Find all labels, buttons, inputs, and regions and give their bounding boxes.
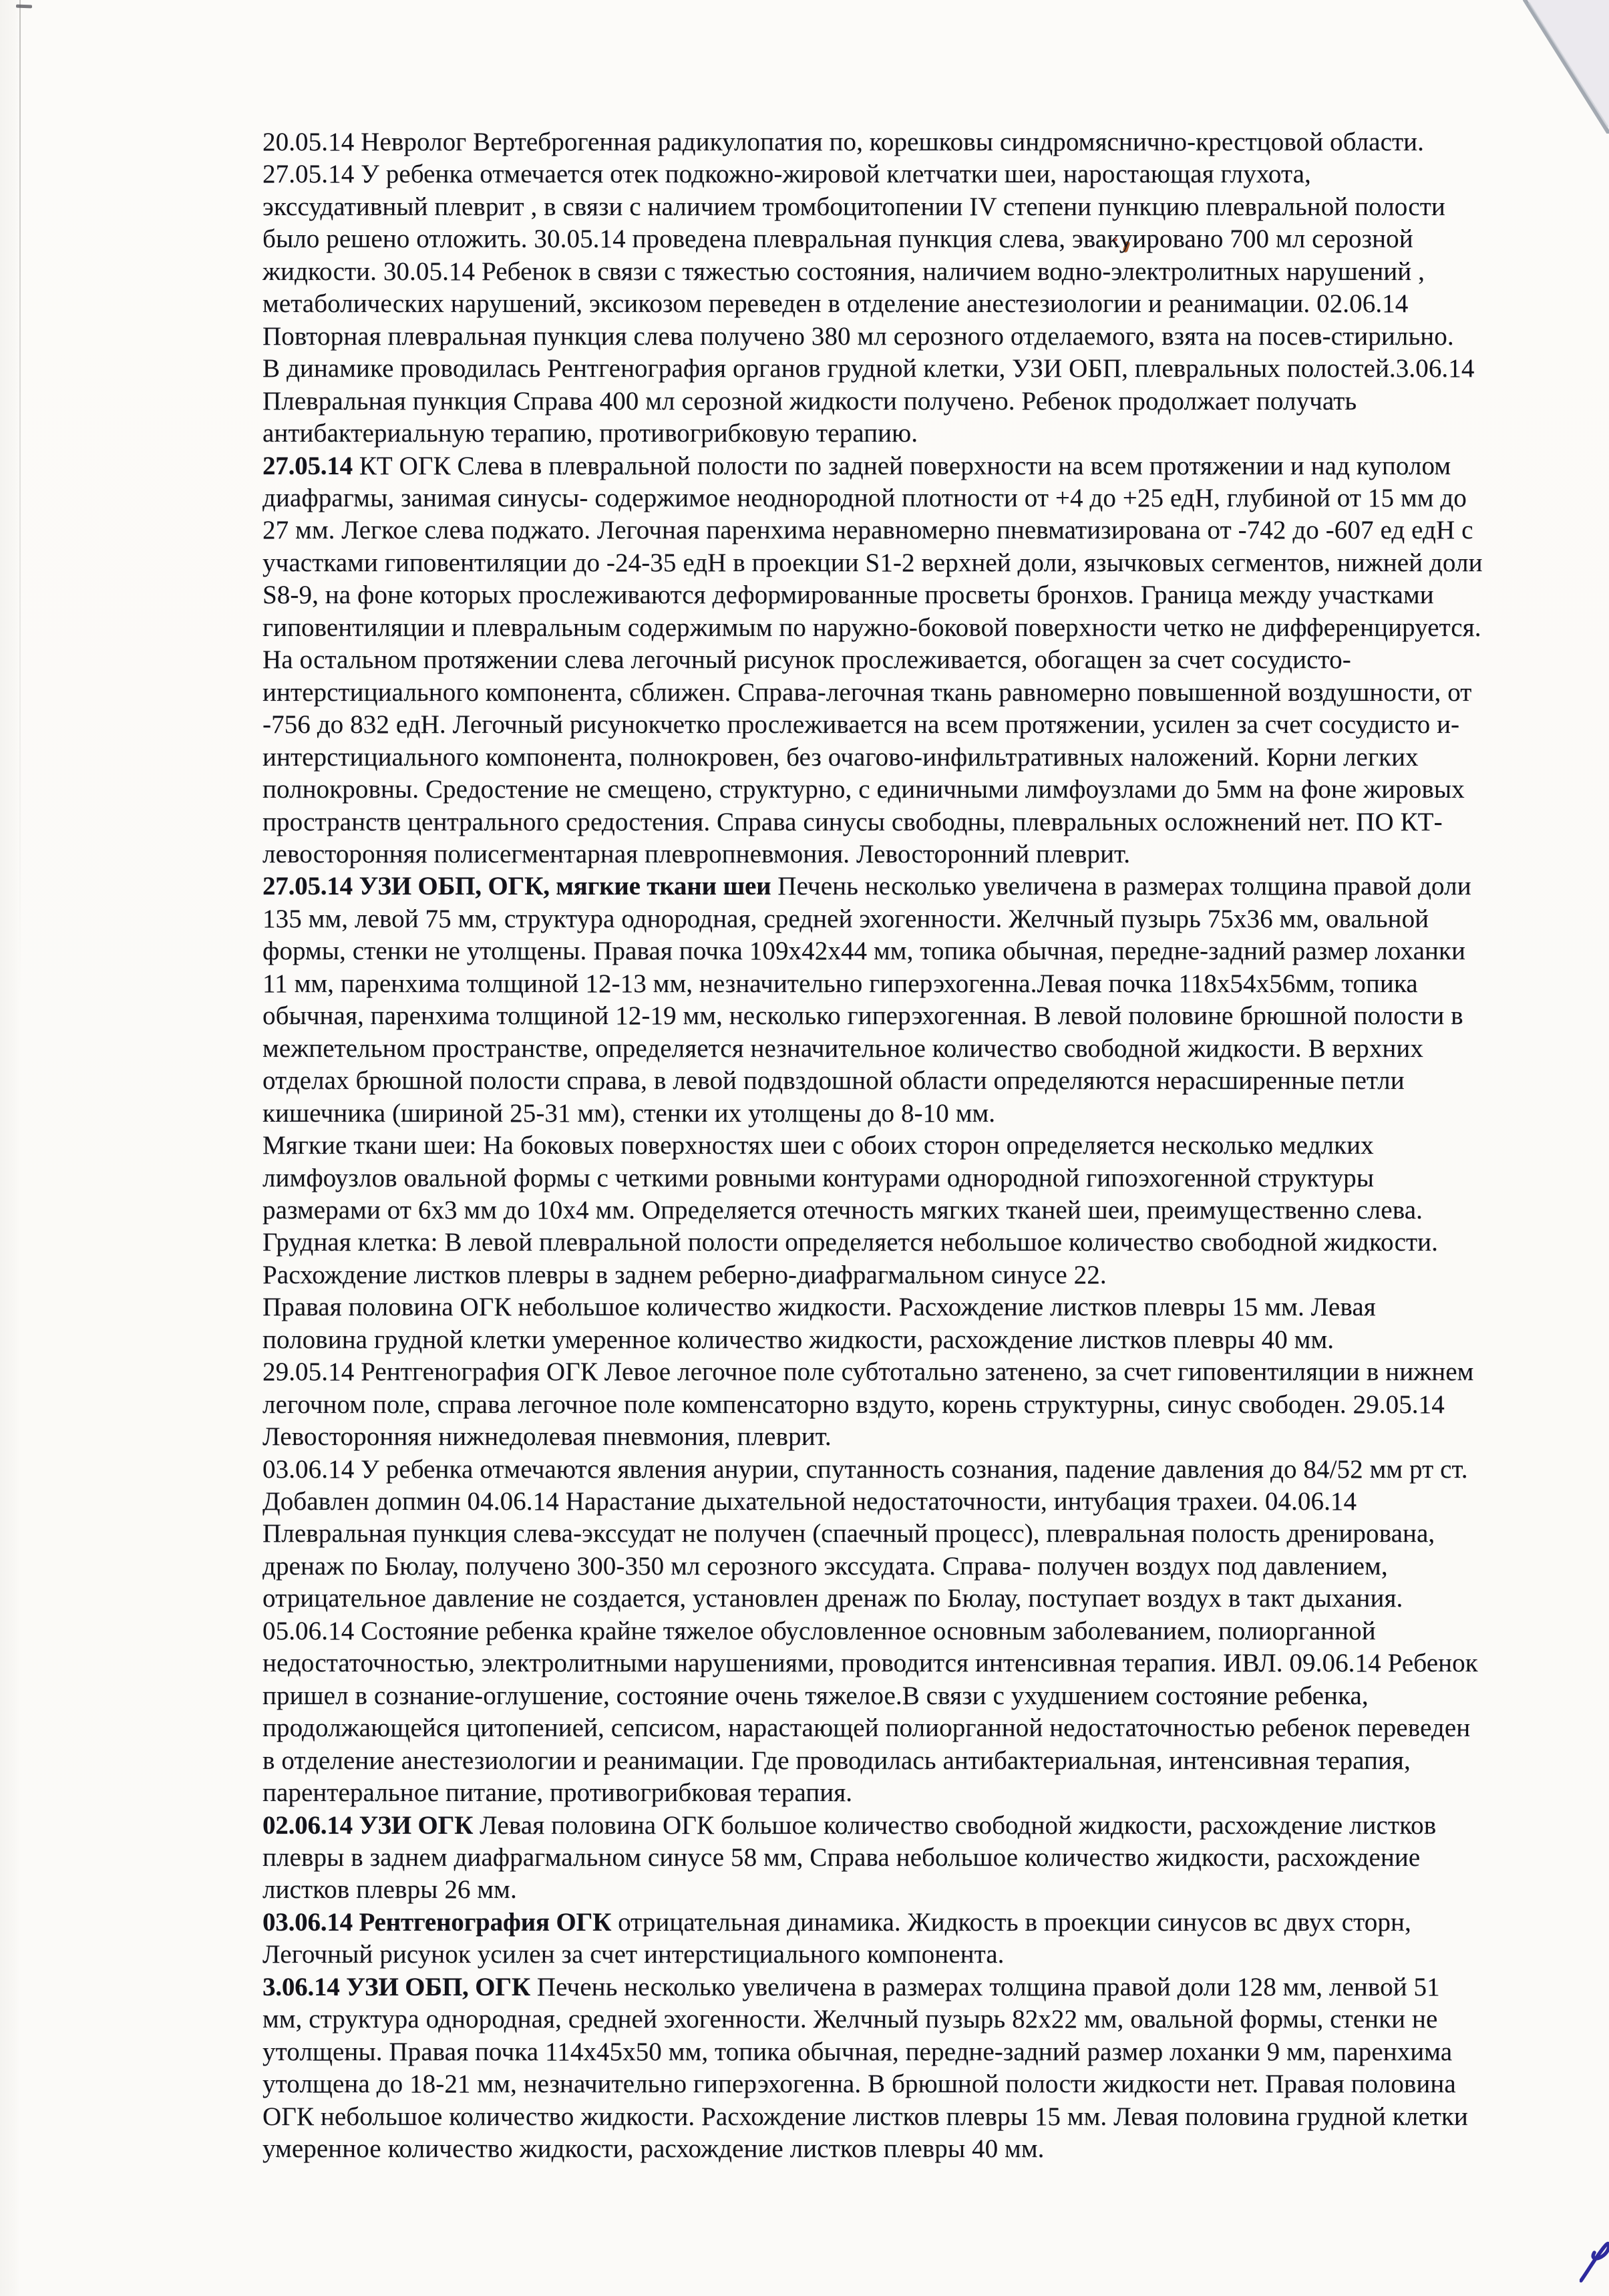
text-line: в отделение анестезиологии и реанимации. Где проводилась антибактериальная, интенсивная терапия, [262,1746,1411,1775]
text-line: жидкости. 30.05.14 Ребенок в связи с тяжестью состояния, наличием водно-электролитных нарушений , [262,257,1425,286]
document-text-block [262,126,1572,2166]
text-line: мм, структура однородная, средней эхогенности. Желчный пузырь 82x22 мм, овальной формы, стенки не [262,2005,1438,2034]
text-line: 03.06.14 У ребенка отмечаются явления анурии, спутанность сознания, падение давления до 84/52 мм рт ст. [262,1454,1468,1484]
text-line: 135 мм, левой 75 мм, структура однородная, средней эхогенности. Желчный пузырь 75x36 мм, овальной [262,904,1429,933]
text-line: -756 до 832 едН. Легочный рисунокчетко прослеживается на всем протяжении, усилен за счет сосудисто и- [262,710,1460,740]
text-line: В динамике проводилась Рентгенография органов грудной клетки, УЗИ ОБП, плевральных полостей.3.06.14 [262,354,1475,383]
text-line: участками гиповентиляции до -24-35 едН в проекции S1-2 верхней доли, язычковых сегментов, нижней доли [262,548,1483,577]
text-line: диафрагмы, занимая синусы- содержимое неоднородной плотности от +4 до +25 едН, глубиной от 15 мм до [262,483,1467,512]
text-line: 11 мм, паренхима толщиной 12-13 мм, незначительно гиперэхогенна.Левая почка 118x54x56мм, топика [262,969,1418,998]
text-line: размерами от 6x3 мм до 10x4 мм. Определяется отечность мягких тканей шеи, преимущественно слева. [262,1195,1423,1224]
text-line: продолжающейся цитопенией, сепсисом, нарастающей полиорганной недостаточностью ребенок переведен [262,1713,1471,1743]
text-line: отделах брюшной полости справа, в левой подвздошной области определяются нерасширенные петли [262,1066,1405,1096]
text-line: 02.06.14 УЗИ ОГК Левая половина ОГК большое количество свободной жидкости, расхождение листков [262,1810,1437,1840]
corner-fold [1522,0,1609,134]
text-line: полнокровны. Средостение не смещено, структурно, с единичными лимфоузлами до 5мм на фоне жировых [262,775,1465,804]
text-line: Левосторонняя нижнедолевая пневмония, плеврит. [262,1422,832,1452]
text-line: пришел в сознание-оглушение, состояние очень тяжелое.В связи с ухудшением состояние ребенка, [262,1681,1369,1710]
text-line: Грудная клетка: В левой плевральной полости определяется небольшое количество свободной жидкости. [262,1228,1438,1257]
text-line: парентеральное питание, противогрибковая терапия. [262,1778,853,1808]
text-line: 27.05.14 У ребенка отмечается отек подкожно-жировой клетчатки шеи, наростающая глухота, [262,160,1311,189]
text-line: умеренное количество жидкости, расхождение листков плевры 40 мм. [262,2134,1045,2164]
text-line: отрицательное давление не создается, установлен дренаж по Бюлау, поступает воздух в такт дыхания. [262,1584,1403,1613]
text-line: интерстициального компонента, сближен. Справа-легочная ткань равномерно повышенной воздушности, от [262,677,1472,707]
text-line: пространств центрального средостения. Справа синусы свободны, плевральных осложнений нет. ПО КТ- [262,807,1443,836]
text-line: Добавлен допмин 04.06.14 Нарастание дыхательной недостаточности, интубация трахеи. 04.06.14 [262,1487,1357,1516]
page-edge-dash [16,5,32,9]
text-line: 05.06.14 Состояние ребенка крайне тяжелое обусловленное основным заболеванием, полиорганной [262,1616,1376,1645]
text-line: интерстициального компонента, полнокровен, без очагово-инфильтративных наложений. Корни легких [262,742,1419,772]
text-line: легочном поле, справа легочное поле компенсаторно вздуто, корень структурны, синус свободен. 29.05.14 [262,1389,1445,1419]
text-line: обычная, паренхима толщиной 12-19 мм, несколько гиперэхогенная. В левой половине брюшной полости в [262,1001,1463,1031]
text-line: На остальном протяжении слева легочный рисунок прослеживается, обогащен за счет сосудисто- [262,645,1351,675]
text-line: 27.05.14 КТ ОГК Слева в плевральной полости по задней поверхности на всем протяжении и над куполом [262,451,1451,480]
text-line: формы, стенки не утолщены. Правая почка 109x42x44 мм, топика обычная, передне-задний размер лоханки [262,937,1466,966]
text-line: было решено отложить. 30.05.14 проведена плевральная пункция слева, эвакуировано 700 мл серозной [262,224,1413,254]
text-line: S8-9, на фоне которых прослеживаются деформированные просветы бронхов. Граница между участками [262,581,1434,610]
bold-heading-segment: 27.05.14 УЗИ ОБП, ОГК, мягкие ткани шеи [262,872,771,901]
page-edge-strip [0,0,20,2296]
text-line: Плевральная пункция Справа 400 мл серозной жидкости получено. Ребенок продолжает получать [262,386,1357,416]
text-line: 03.06.14 Рентгенография ОГК отрицательная динамика. Жидкость в проекции синусов вс двух сторн, [262,1907,1411,1937]
text-line: плевры в заднем диафрагмальном синусе 58 мм, Справа небольшое количество жидкости, расхождение [262,1843,1421,1872]
text-line: половина грудной клетки умеренное количество жидкости, расхождение листков плевры 40 мм. [262,1325,1334,1354]
text-line: лимфоузлов овальной формы с четкими ровными контурами однородной гипоэхогенной структуры [262,1163,1375,1192]
text-line: метаболических нарушений, эксикозом переведен в отделение анестезиологии и реанимации. 02.06.14 [262,289,1409,319]
bold-heading-segment: 03.06.14 Рентгенография ОГК [262,1907,612,1937]
text-line: 27 мм. Легкое слева поджато. Легочная паренхима неравномерно пневматизирована от -742 до -607 ед едН с [262,516,1473,545]
pen-mark [1580,2239,1609,2286]
text-line: гиповентиляции и плевральным содержимым по наружно-боковой поверхности четко не дифференцируется. [262,613,1481,642]
text-line: недостаточностью, электролитными нарушениями, проводится интенсивная терапия. ИВЛ. 09.06.14 Ребенок [262,1649,1478,1678]
text-line: экссудативный плеврит , в связи с наличием тромбоцитопении IV степени пункцию плевральной полости [262,192,1445,221]
text-line: 29.05.14 Рентгенография ОГК Левое легочное поле субтотально затенено, за счет гиповентиляции в нижнем [262,1357,1474,1387]
text-line: Правая половина ОГК небольшое количество жидкости. Расхождение листков плевры 15 мм. Левая [262,1293,1376,1322]
text-line: дренаж по Бюлау, получено 300-350 мл серозного экссудата. Справа- получен воздух под давлением, [262,1551,1388,1581]
text-line: Легочный рисунок усилен за счет интерстициального компонента. [262,1940,1005,1969]
text-line: кишечника (шириной 25-31 мм), стенки их утолщены до 8-10 мм. [262,1098,996,1128]
text-line: антибактериальную терапию, противогрибковую терапию. [262,419,918,448]
text-line: Расхождение листков плевры в заднем реберно-диафрагмальном синусе 22. [262,1260,1107,1289]
bold-heading-segment: 3.06.14 УЗИ ОБП, ОГК [262,1972,530,2001]
text-line: утолщены. Правая почка 114x45x50 мм, топика обычная, передне-задний размер лоханки 9 мм, паренхима [262,2037,1453,2066]
text-line: Повторная плевральная пункция слева получено 380 мл серозного отделаемого, взята на посев-стирильно. [262,321,1454,351]
text-line: 27.05.14 УЗИ ОБП, ОГК, мягкие ткани шеи Печень несколько увеличена в размерах толщина правой доли [262,872,1471,901]
text-line: межпетельном пространстве, определяется незначительное количество свободной жидкости. В верхних [262,1033,1423,1063]
text-line: Мягкие ткани шеи: На боковых поверхностях шеи с обоих сторон определяется несколько медлких [262,1131,1374,1160]
text-line: ОГК небольшое количество жидкости. Расхождение листков плевры 15 мм. Левая половина грудной клетки [262,2102,1468,2131]
text-line: Плевральная пункция слева-экссудат не получен (спаечный процесс), плевральная полость дренирована, [262,1519,1435,1548]
text-line: 3.06.14 УЗИ ОБП, ОГК Печень несколько увеличена в размерах толщина правой доли 128 мм, ленвой 51 [262,1972,1440,2001]
text-line: 20.05.14 Невролог Вертеброгенная радикулопатия по, корешковы синдромяснично-крестцовой области. [262,128,1424,156]
text-line: левосторонняя полисегментарная плевропневмония. Левосторонний плеврит. [262,839,1131,868]
text-line: листков плевры 26 мм. [262,1875,517,1905]
bold-heading-segment: 02.06.14 УЗИ ОГК [262,1810,474,1840]
page-edge-line [19,0,21,1002]
bold-heading-segment: 27.05.14 [262,451,353,480]
text-line: утолщена до 18-21 мм, незначительно гиперэхогенна. В брюшной полости жидкости нет. Правая половина [262,2070,1456,2099]
